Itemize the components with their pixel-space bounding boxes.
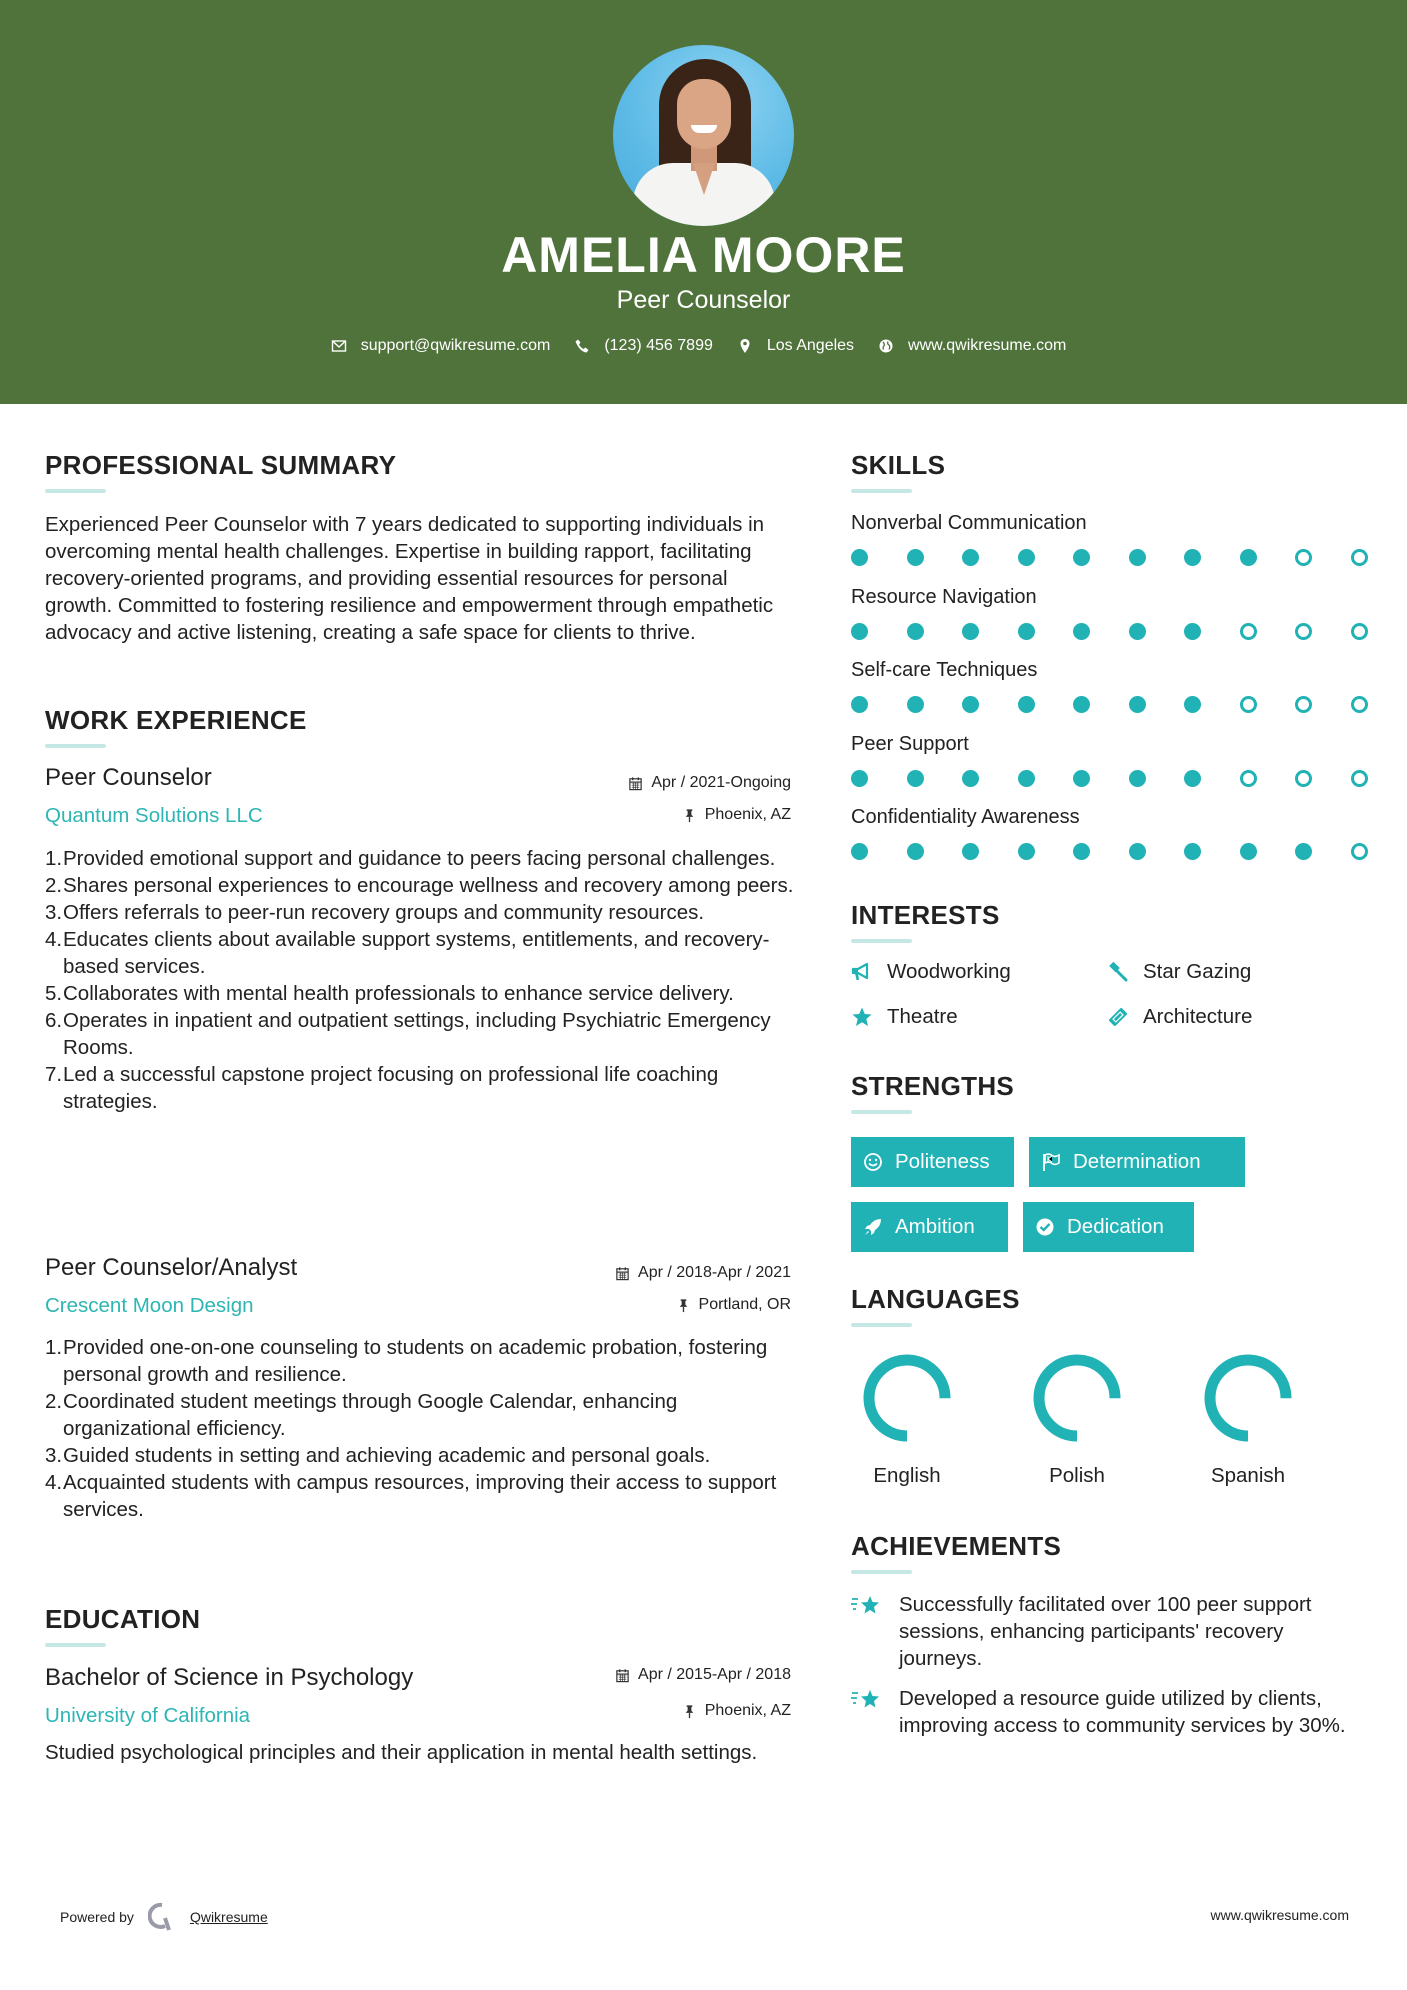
strengths-heading: STRENGTHS — [851, 1071, 1015, 1101]
rating-dot-empty — [1295, 696, 1312, 713]
interest-item: Theatre — [851, 1005, 958, 1029]
pushpin-icon — [682, 1704, 697, 1719]
skill-name: Peer Support — [851, 732, 969, 755]
skill-rating — [851, 696, 1368, 713]
bullet-item: 4. Acquainted students with campus resources, improving their access to support services. — [45, 1471, 777, 1521]
job-company: Quantum Solutions LLC — [45, 804, 263, 827]
language-item — [1188, 1352, 1308, 1488]
rating-dot-filled — [907, 770, 924, 787]
heading-underline — [45, 1643, 106, 1647]
rating-dot-empty — [1295, 623, 1312, 640]
job-company: Crescent Moon Design — [45, 1294, 254, 1317]
rating-dot-empty — [1351, 696, 1368, 713]
education-heading: EDUCATION — [45, 1604, 201, 1634]
interest-item: Architecture — [1107, 1005, 1252, 1029]
bullet-item: 1. Provided one-on-one counseling to students on academic probation, fostering personal growth and resilience. — [45, 1336, 768, 1386]
rating-dot-empty — [1351, 843, 1368, 860]
job-title: Peer Counselor — [45, 764, 212, 791]
job-location-text: Phoenix, AZ — [704, 806, 791, 823]
megaphone-icon — [851, 961, 873, 983]
profile-photo — [613, 45, 794, 226]
rating-dot-filled — [962, 549, 979, 566]
candidate-name: AMELIA MOORE — [501, 227, 906, 283]
job-dates-text: Apr / 2018-Apr / 2021 — [638, 1264, 791, 1281]
rating-dot-filled — [1129, 770, 1146, 787]
rating-dot-filled — [1018, 770, 1035, 787]
experience-heading: WORK EXPERIENCE — [45, 705, 307, 735]
language-name: Polish — [1049, 1464, 1105, 1487]
rating-dot-filled — [1129, 549, 1146, 566]
bullet-item: 5. Collaborates with mental health professionals to enhance service delivery. — [45, 982, 734, 1005]
skill-name: Self-care Techniques — [851, 659, 1038, 681]
footer-website[interactable]: www.qwikresume.com — [1210, 1907, 1349, 1923]
contact-email[interactable] — [331, 337, 551, 355]
rating-dot-filled — [1073, 623, 1090, 640]
contact-phone[interactable] — [574, 337, 713, 355]
skill-name: Resource Navigation — [851, 585, 1037, 608]
rating-dot-filled — [1073, 696, 1090, 713]
rating-dot-empty — [1351, 770, 1368, 787]
rating-dot-filled — [851, 549, 868, 566]
phone-icon — [574, 338, 590, 354]
job-dates-text: Apr / 2021-Ongoing — [651, 774, 791, 791]
job-dates — [615, 1264, 791, 1282]
rating-dot-empty — [1240, 623, 1257, 640]
rating-dot-filled — [1129, 843, 1146, 860]
calendar-icon — [628, 776, 643, 791]
job-location — [676, 1296, 791, 1314]
rating-dot-filled — [1073, 843, 1090, 860]
pushpin-icon — [676, 1298, 691, 1313]
rating-dot-filled — [907, 843, 924, 860]
rating-dot-filled — [1073, 770, 1090, 787]
rating-dot-empty — [1240, 770, 1257, 787]
rating-dot-empty — [1240, 696, 1257, 713]
rating-dot-filled — [1018, 549, 1035, 566]
strength-badge: Dedication — [1023, 1202, 1194, 1252]
education-dates — [615, 1666, 791, 1684]
rating-dot-filled — [851, 770, 868, 787]
smile-icon — [863, 1152, 883, 1172]
education-location — [682, 1702, 791, 1720]
strength-badge: Determination — [1029, 1137, 1245, 1187]
heading-underline — [851, 939, 912, 943]
languages-heading: LANGUAGES — [851, 1284, 1020, 1314]
rating-dot-empty — [1295, 770, 1312, 787]
degree-title: Bachelor of Science in Psychology — [45, 1664, 414, 1691]
interests-heading: INTERESTS — [851, 900, 1000, 930]
rating-dot-empty — [1351, 623, 1368, 640]
bullet-item: 2. Coordinated student meetings through Google Calendar, enhancing organizational efficiency. — [45, 1390, 678, 1440]
school-name: University of California — [45, 1704, 251, 1727]
contact-bar — [0, 337, 1407, 355]
bullet-item: 3. Offers referrals to peer-run recovery groups and community resources. — [45, 901, 705, 924]
rating-dot-filled — [1184, 623, 1201, 640]
heading-underline — [851, 1570, 912, 1574]
language-name: English — [873, 1464, 941, 1487]
skill-name: Confidentiality Awareness — [851, 806, 1080, 828]
job-location-text: Portland, OR — [698, 1296, 791, 1313]
heading-underline — [851, 489, 912, 493]
rating-dot-filled — [1184, 770, 1201, 787]
calendar-icon — [615, 1668, 630, 1683]
job-location — [682, 806, 791, 824]
star-icon — [851, 1006, 873, 1028]
bullet-item: 7. Led a successful capstone project focusing on professional life coaching strategies. — [45, 1063, 719, 1113]
pushpin-icon — [682, 808, 697, 823]
job-dates — [628, 774, 791, 792]
job-title: Peer Counselor/Analyst — [45, 1254, 298, 1281]
rating-dot-filled — [1073, 549, 1090, 566]
language-progress-ring — [861, 1352, 953, 1444]
skill-rating — [851, 843, 1368, 860]
envelope-icon — [331, 338, 347, 354]
rating-dot-filled — [1018, 696, 1035, 713]
gavel-icon — [1107, 961, 1129, 983]
map-pin-icon — [737, 338, 753, 354]
achievement-item: Developed a resource guide utilized by clients, improving access to community services by 30%. — [851, 1685, 1351, 1739]
check-circle-icon — [1035, 1217, 1055, 1237]
bullet-item: 6. Operates in inpatient and outpatient settings, including Psychiatric Emergency Rooms. — [45, 1009, 771, 1059]
skills-heading: SKILLS — [851, 450, 946, 480]
resume-header — [0, 0, 1407, 404]
achievement-item: Successfully facilitated over 100 peer support sessions, enhancing participants' recovery journeys. — [851, 1591, 1351, 1672]
rating-dot-filled — [1018, 843, 1035, 860]
rating-dot-filled — [1184, 549, 1201, 566]
rating-dot-filled — [851, 696, 868, 713]
job-bullets — [45, 845, 797, 1115]
bullet-item: 4. Educates clients about available support systems, entitlements, and recovery-based services. — [45, 928, 770, 978]
shooting-star-icon — [851, 1687, 883, 1715]
skill-rating — [851, 623, 1368, 640]
shooting-star-icon — [851, 1593, 883, 1621]
rating-dot-filled — [1295, 843, 1312, 860]
rating-dot-empty — [1351, 549, 1368, 566]
contact-location-text: Los Angeles — [766, 337, 855, 354]
language-name: Spanish — [1210, 1464, 1286, 1487]
education-dates-text: Apr / 2015-Apr / 2018 — [638, 1666, 791, 1683]
heading-underline — [45, 744, 106, 748]
language-item — [1017, 1352, 1137, 1488]
summary-heading: PROFESSIONAL SUMMARY — [45, 450, 397, 480]
language-item — [847, 1352, 967, 1488]
rating-dot-filled — [907, 549, 924, 566]
education-location-text: Phoenix, AZ — [704, 1702, 791, 1719]
rating-dot-filled — [1129, 623, 1146, 640]
rating-dot-filled — [851, 843, 868, 860]
globe-icon — [878, 338, 894, 354]
rating-dot-empty — [1295, 549, 1312, 566]
candidate-title: Peer Counselor — [616, 286, 791, 314]
qwikresume-link[interactable]: Qwikresume — [189, 1909, 268, 1925]
ticket-icon — [1107, 1006, 1129, 1028]
rating-dot-filled — [962, 696, 979, 713]
contact-location — [737, 337, 854, 355]
bullet-item: 2. Shares personal experiences to encourage wellness and recovery among peers. — [45, 874, 794, 897]
bullet-item: 1. Provided emotional support and guidance to peers facing personal challenges. — [45, 847, 776, 870]
flag-icon — [1041, 1152, 1061, 1172]
rating-dot-filled — [907, 696, 924, 713]
heading-underline — [851, 1110, 912, 1114]
interest-item: Star Gazing — [1107, 960, 1251, 984]
achievements-heading: ACHIEVEMENTS — [851, 1531, 1062, 1561]
contact-website-text: www.qwikresume.com — [908, 337, 1067, 354]
rating-dot-filled — [962, 770, 979, 787]
strength-badge: Politeness — [851, 1137, 1014, 1187]
rating-dot-filled — [1240, 549, 1257, 566]
skill-name: Nonverbal Communication — [851, 512, 1087, 534]
qwikresume-logo-icon — [148, 1902, 176, 1932]
skill-rating — [851, 770, 1368, 787]
calendar-icon — [615, 1266, 630, 1281]
rating-dot-filled — [1184, 843, 1201, 860]
footer-powered-by: Powered by Qwikresume — [60, 1902, 268, 1932]
language-progress-ring — [1202, 1352, 1294, 1444]
bullet-item: 3. Guided students in setting and achieving academic and personal goals. — [45, 1444, 711, 1467]
strength-badge: Ambition — [851, 1202, 1008, 1252]
rating-dot-filled — [1018, 623, 1035, 640]
education-description: Studied psychological principles and their application in mental health settings. — [45, 1741, 758, 1764]
rating-dot-filled — [1129, 696, 1146, 713]
language-progress-ring — [1031, 1352, 1123, 1444]
job-bullets — [45, 1334, 797, 1523]
rating-dot-filled — [907, 623, 924, 640]
heading-underline — [851, 1323, 912, 1327]
summary-text: Experienced Peer Counselor with 7 years dedicated to supporting individuals in overcoming mental health challenges. Expertise in building rapport, facilitating recovery-oriented programs, and providing essential resources for personal growth. Committed to fostering resilience and empowerment through empathetic advocacy and active listening, creating a safe space for clients to thrive. — [45, 513, 774, 644]
contact-website[interactable] — [878, 337, 1066, 355]
interest-item: Woodworking — [851, 960, 1011, 984]
rating-dot-filled — [962, 843, 979, 860]
rating-dot-filled — [1240, 843, 1257, 860]
contact-email-text: support@qwikresume.com — [360, 337, 551, 354]
heading-underline — [45, 489, 106, 493]
contact-phone-text: (123) 456 7899 — [604, 337, 713, 354]
rocket-icon — [863, 1217, 883, 1237]
rating-dot-filled — [962, 623, 979, 640]
rating-dot-filled — [851, 623, 868, 640]
rating-dot-filled — [1184, 696, 1201, 713]
skill-rating — [851, 549, 1368, 566]
